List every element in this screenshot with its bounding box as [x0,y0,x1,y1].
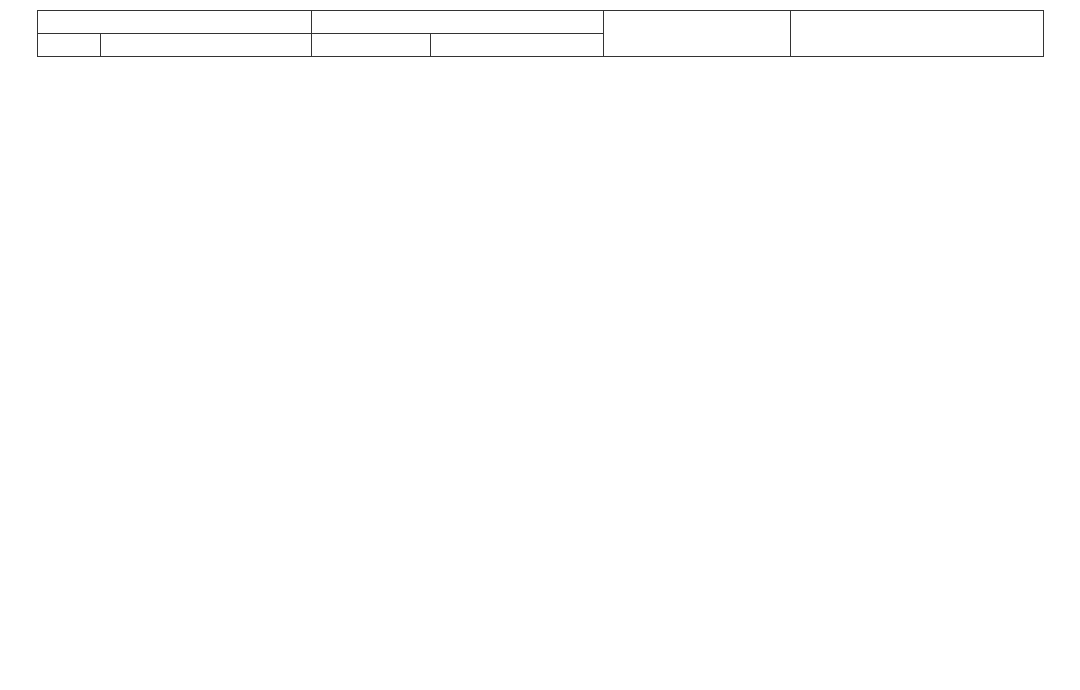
header-entity-relation [312,11,604,34]
header-relation-type [431,34,604,57]
header-level1 [38,34,101,57]
header-entity-category [38,11,312,34]
header-related-type [312,34,431,57]
header-relation-example [791,11,1044,57]
header-level2 [101,34,312,57]
entity-relation-table [37,10,1044,57]
header-row-1 [38,11,1044,34]
header-relation-name [604,11,791,57]
